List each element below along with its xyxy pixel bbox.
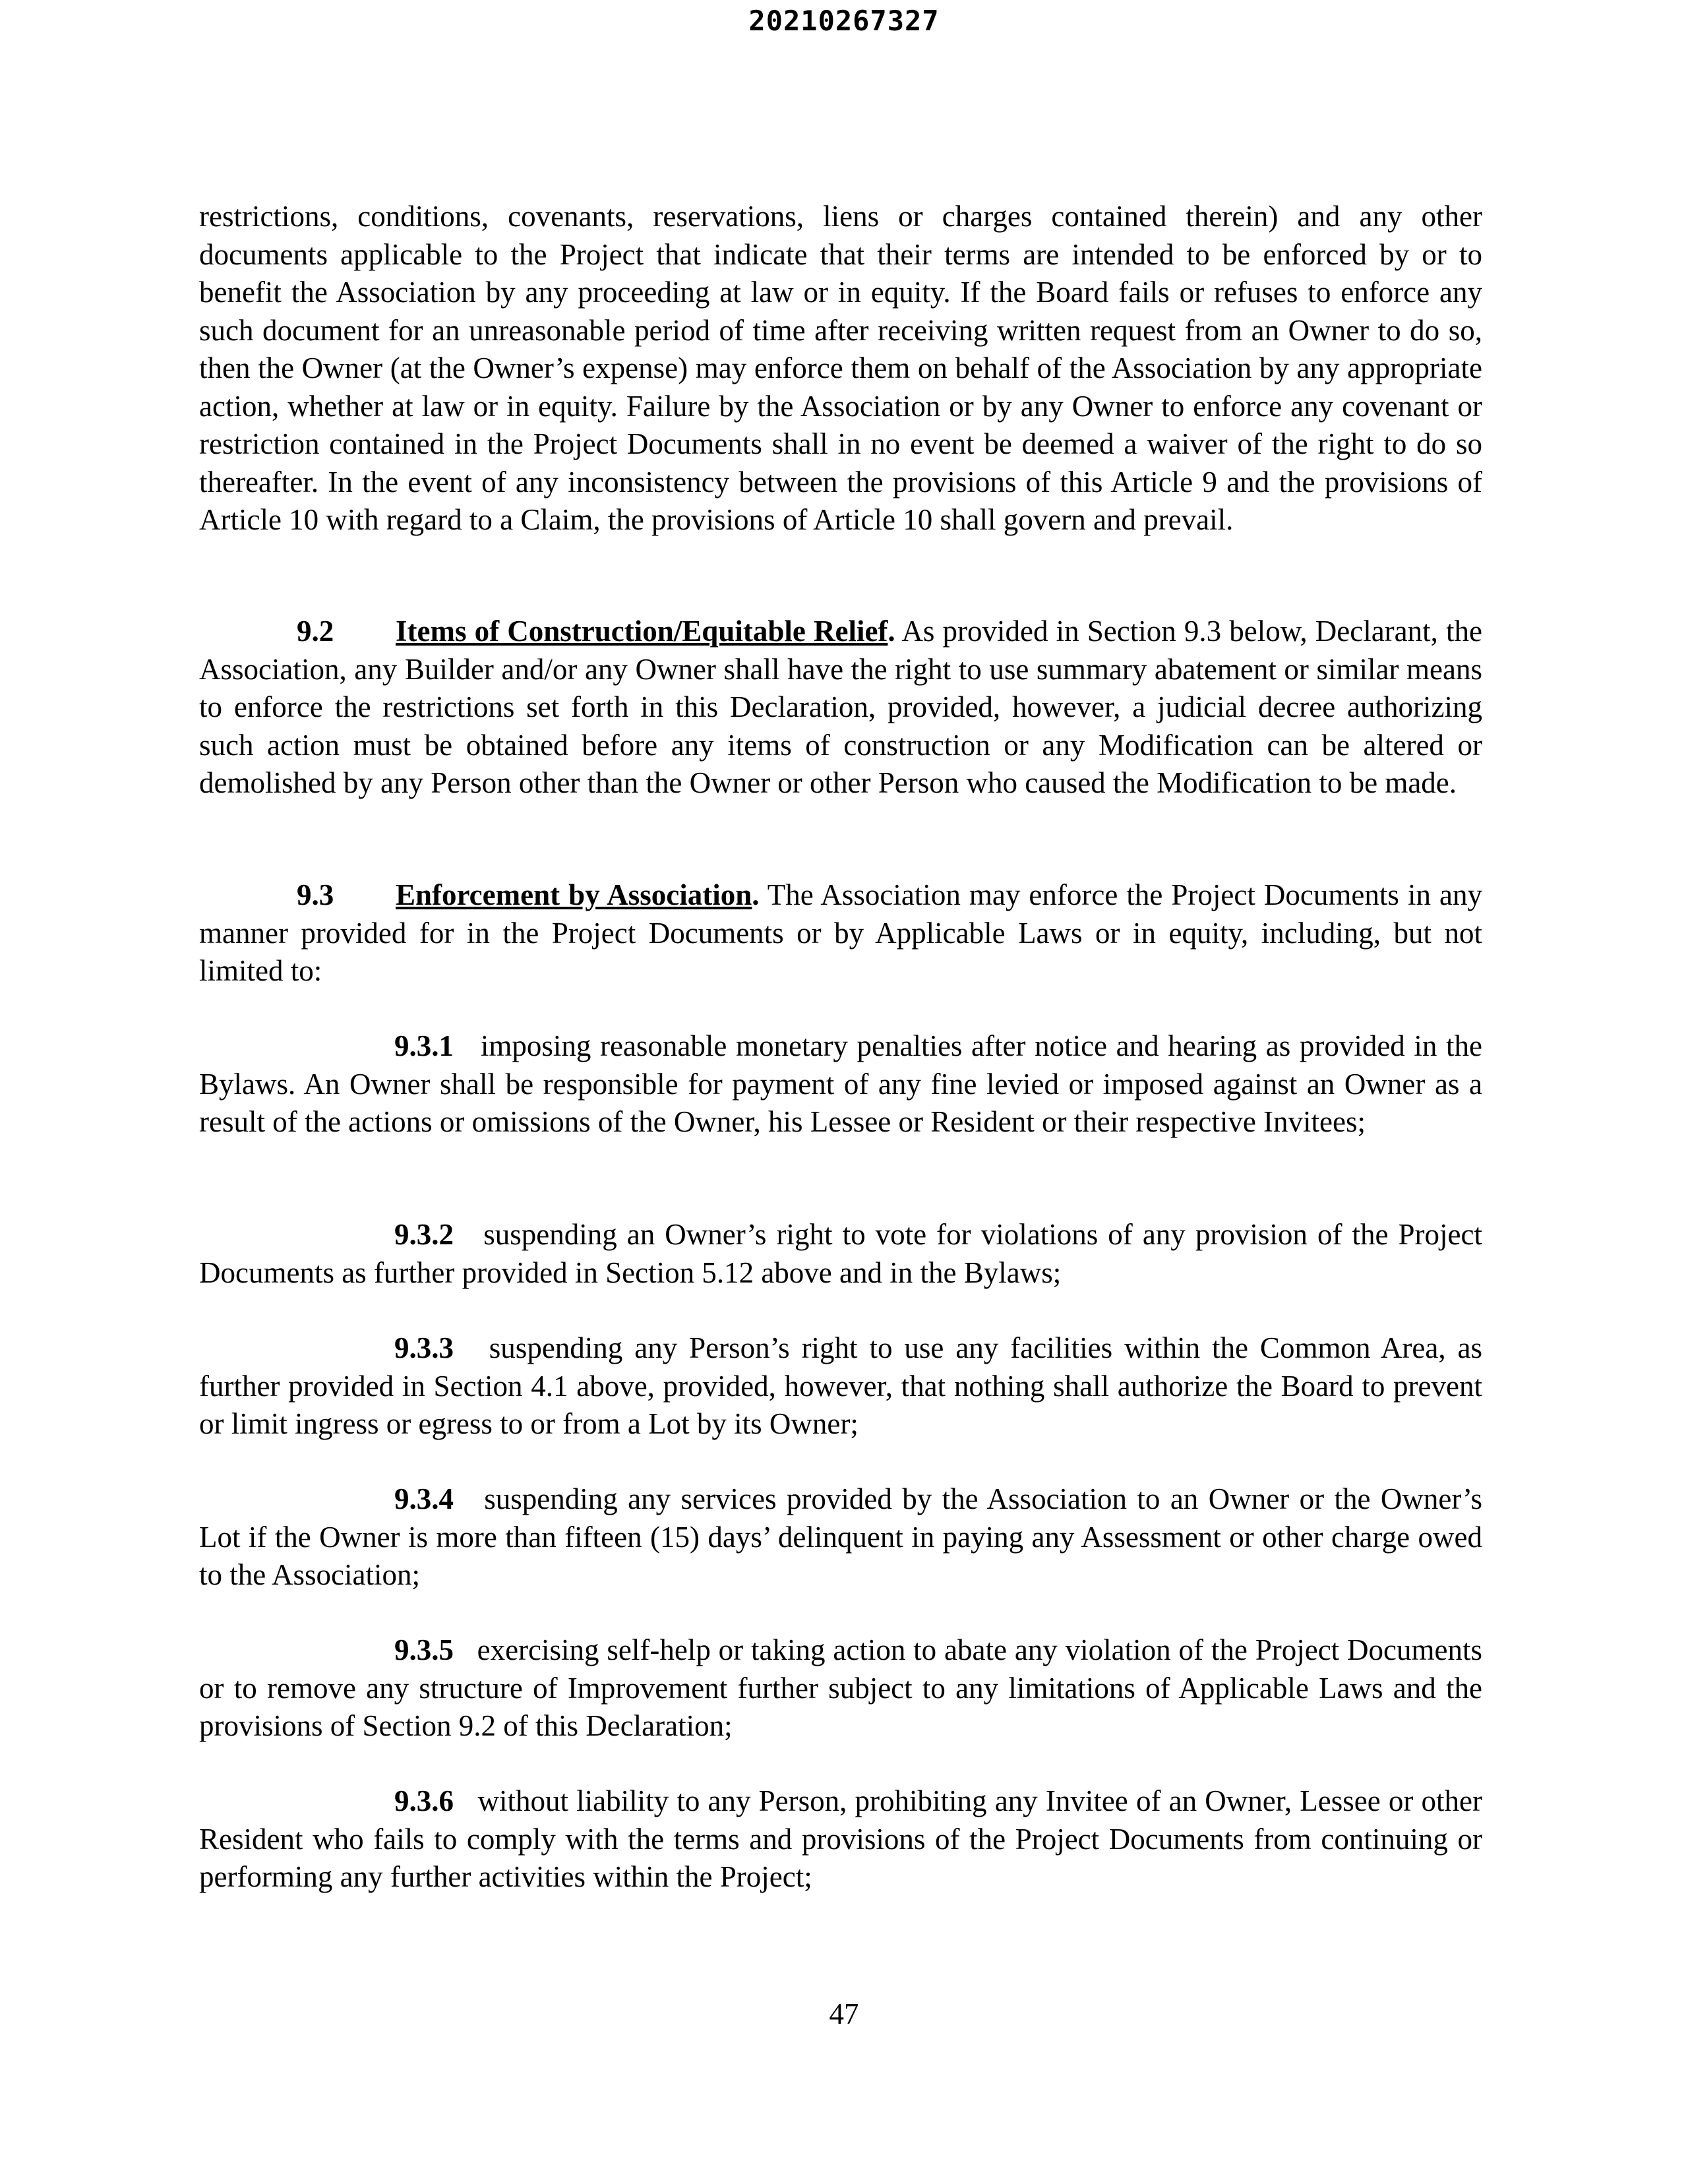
subsection-text: exercising self-help or taking action to abate any violation of the Project Documents or to remove any structure of Improvement further subject to any limitations of Applicable Laws and the provisions of Section 9.2 of this Declaration; <box>199 1633 1482 1742</box>
section-9-3 <box>199 876 1482 990</box>
section-heading: Enforcement by Association <box>396 878 752 911</box>
subsection-text: suspending any services provided by the Association to an Owner or the Owner’s Lot if the Owner is more than fifteen (15) days’ delinquent in paying any Assessment or other charge owed to the Association; <box>199 1482 1482 1591</box>
section-9-2 <box>199 613 1482 803</box>
subsection-number: 9.3.1 <box>394 1029 454 1062</box>
document-number: 20210267327 <box>748 5 940 37</box>
subsection-9-3-1 <box>199 1027 1482 1141</box>
subsection-9-3-5 <box>199 1631 1482 1745</box>
subsection-9-3-2 <box>199 1216 1482 1292</box>
subsection-9-3-4 <box>199 1480 1482 1594</box>
subsection-9-3-6 <box>199 1782 1482 1896</box>
subsection-9-3-3 <box>199 1329 1482 1443</box>
intro-paragraph <box>199 198 1482 539</box>
page-number: 47 <box>829 1997 859 2030</box>
subsection-text: suspending any Person’s right to use any facilities within the Common Area, as further provided in Section 4.1 above, provided, however, that nothing shall authorize the Board to prevent or limit ingress or egress to or from a Lot by its Owner; <box>199 1331 1482 1440</box>
section-number: 9.3 <box>297 878 334 911</box>
intro-paragraph-text: restrictions, conditions, covenants, reservations, liens or charges contained therein) and any other documents applicable to the Project that indicate that their terms are intended to be enforced by or to benefit the Association by any proceeding at law or in equity. If the Board fails or refuses to enforce any such document for an unreasonable period of time after receiving written request from an Owner to do so, then the Owner (at the Owner’s expense) may enforce them on behalf of the Association by any appropriate action, whether at law or in equity. Failure by the Association or by any Owner to enforce any covenant or restriction contained in the Project Documents shall in no event be deemed a waiver of the right to do so thereafter. In the event of any inconsistency between the provisions of this Article 9 and the provisions of Article 10 with regard to a Claim, the provisions of Article 10 shall govern and prevail. <box>199 200 1482 536</box>
subsection-number: 9.3.4 <box>394 1482 454 1515</box>
section-number: 9.2 <box>297 615 334 648</box>
subsection-number: 9.3.2 <box>394 1218 454 1251</box>
subsection-text: suspending an Owner’s right to vote for violations of any provision of the Project Documents as further provided in Section 5.12 above and in the Bylaws; <box>199 1218 1482 1289</box>
section-text: As provided in Section 9.3 below, Declarant, the Association, any Builder and/or any Owner shall have the right to use summary abatement or similar means to enforce the restrictions set forth in this Declaration, provided, however, a judicial decree authorizing such action must be obtained before any items of construction or any Modification can be altered or demolished by any Person other than the Owner or other Person who caused the Modification to be made. <box>199 615 1483 799</box>
section-heading: Items of Construction/Equitable Relief <box>396 615 888 648</box>
subsection-number: 9.3.6 <box>394 1784 454 1817</box>
section-text: The Association may enforce the Project Documents in any manner provided for in the Project Documents or by Applicable Laws or in equity, including, but not limited to: <box>199 878 1482 987</box>
subsection-number: 9.3.5 <box>394 1633 454 1666</box>
subsection-text: without liability to any Person, prohibiting any Invitee of an Owner, Lessee or other Resident who fails to comply with the terms and provisions of the Project Documents from continuing or performing any further activities within the Project; <box>199 1784 1483 1893</box>
subsection-text: imposing reasonable monetary penalties after notice and hearing as provided in the Bylaws. An Owner shall be responsible for payment of any fine levied or imposed against an Owner as a result of the actions or omissions of the Owner, his Lessee or Resident or their respective Invitees; <box>199 1029 1482 1138</box>
heading-period: . <box>888 615 895 648</box>
subsection-number: 9.3.3 <box>394 1331 454 1364</box>
heading-period: . <box>752 878 760 911</box>
